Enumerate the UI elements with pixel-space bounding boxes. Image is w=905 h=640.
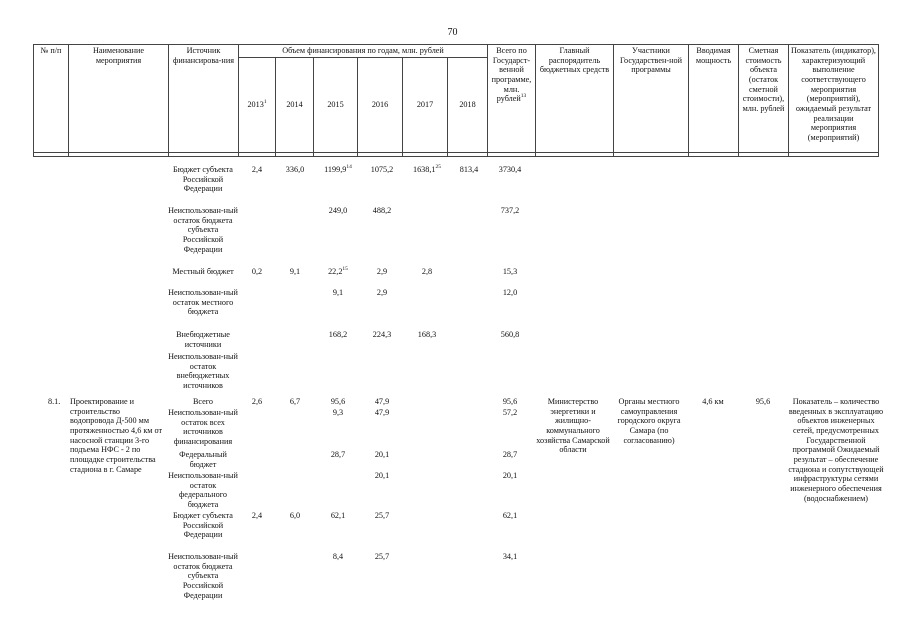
row-source: Бюджет субъекта Российской Федерации [173,511,233,540]
header-funding-group: Объем финансирования по годам, млн. рублей [239,45,488,58]
row-value-v2015: 22,2$^{15}$ [328,266,348,276]
header-num: № п/п [34,45,69,153]
row-value-total: 62,1 [502,511,518,520]
row-value-v2017: 1638,1$^{25}$ [412,164,441,174]
row-value-total: 34,1 [502,552,518,561]
header-indicator: Показатель (индикатор), характеризующий выполнение соответствующего мероприятия (мероприятий), ожидаемый результат реализации мероприятия (мероприятий) [789,45,879,153]
row-value-total: 3730,4 [498,165,522,174]
row-value-v2013: 2,4 [251,511,263,520]
header-participants: Участники Государствен-ной программы [614,45,689,153]
row-value-v2015: 62,1 [330,511,346,520]
row-source: Всего [192,397,214,406]
row-value-total: 57,2 [502,408,518,417]
item-manager: Министерство энергетики и жилищно-коммунального хозяйства Самарской области [536,397,610,455]
header-name: Наименование мероприятия [69,45,169,153]
row-source: Неиспользован-ный остаток местного бюджета [168,288,238,317]
row-source: Неиспользован-ный остаток федерального бюджета [168,471,238,510]
row-value-v2016: 1075,2 [370,165,394,174]
row-value-v2013: 0,2 [251,267,263,276]
header-year: 2018 [448,57,488,152]
row-value-v2016: 20,1 [374,450,390,459]
row-value-v2014: 6,0 [289,511,301,520]
row-value-v2015: 1199,9$^{14}$ [324,164,352,174]
header-cost: Сметная стоимость объекта (остаток сметной стоимости), млн. рублей [739,45,789,153]
item-indicator: Показатель – количество введенных в эксплуатацию объектов инженерных сетей, предусмотренных Государственной программой Ожидаемый результат – обеспечение стадиона и сопутствующей инфраструктуры сетями инженерного обеспечения (водоснабжением) [788,397,884,503]
row-source: Неиспользован-ный остаток внебюджетных источников [168,352,238,391]
row-source: Местный бюджет [172,267,234,276]
row-value-v2016: 47,9 [374,397,390,406]
item-cost: 95,6 [755,397,771,406]
row-value-total: 28,7 [502,450,518,459]
header-source: Источник финансирова-ния [169,45,239,153]
row-source: Неиспользован-ный остаток бюджета субъекта Российской Федерации [168,552,238,600]
header-year: 2017 [403,57,448,152]
row-value-v2014: 9,1 [289,267,301,276]
header-year: 2014 [276,57,314,152]
row-value-total: 12,0 [502,288,518,297]
row-value-v2015: 28,7 [330,450,346,459]
header-year: 2015 [314,57,358,152]
row-value-v2017: 2,8 [421,267,433,276]
row-source: Неиспользован-ный остаток бюджета субъекта Российской Федерации [168,206,238,254]
item-name: Проектирование и строительство водопровода Д-500 мм протяженностью 4,6 км от насосной станции 3-го подъема НФС - 2 по площадке строительства стадиона в г. Самаре [70,397,163,474]
table-header [33,44,879,157]
header-total-text: Всего по Государст-венной программе, млн. рублей [491,46,532,104]
row-value-total: 95,6 [502,397,518,406]
row-value-total: 15,3 [502,267,518,276]
header-year: 2016 [358,57,403,152]
row-value-total: 20,1 [502,471,518,480]
row-value-v2016: 25,7 [374,511,390,520]
header-year: 2013$^1$ [239,57,276,152]
row-value-v2015: 249,0 [328,206,348,215]
header-total [488,45,536,153]
row-value-v2016: 2,9 [376,267,388,276]
row-value-v2014: 6,7 [289,397,301,406]
row-value-v2013: 2,6 [251,397,263,406]
row-value-v2015: 9,1 [332,288,344,297]
row-value-v2016: 20,1 [374,471,390,480]
item-capacity: 4,6 км [702,397,724,406]
row-value-v2015: 95,6 [330,397,346,406]
item-number: 8.1. [48,397,61,406]
header-total-sup: 13 [520,93,527,100]
footnote-marker: 25 [435,164,441,170]
row-source: Неиспользован-ный остаток всех источников финансирования [168,408,238,447]
row-source: Внебюджетные источники [176,330,230,349]
row-value-v2018: 813,4 [459,165,479,174]
row-value-v2016: 488,2 [372,206,392,215]
row-value-v2016: 224,3 [372,330,392,339]
row-source: Бюджет субъекта Российской Федерации [173,165,233,194]
row-value-total: 737,2 [500,206,520,215]
item-participants: Органы местного самоуправления городского округа Самара (по согласованию) [617,397,681,445]
footnote-marker: 14 [346,164,352,170]
header-capacity: Вводимая мощность [689,45,739,153]
row-value-v2013: 2,4 [251,165,263,174]
row-value-v2015: 168,2 [328,330,348,339]
row-value-v2016: 47,9 [374,408,390,417]
footnote-marker: 15 [342,266,348,272]
row-source: Федеральный бюджет [179,450,227,469]
row-value-v2015: 8,4 [332,552,344,561]
row-value-total: 560,8 [500,330,520,339]
row-value-v2015: 9,3 [332,408,344,417]
row-value-v2014: 336,0 [285,165,305,174]
header-manager: Главный распорядитель бюджетных средств [536,45,614,153]
page-number: 70 [447,27,458,38]
row-value-v2016: 2,9 [376,288,388,297]
row-value-v2017: 168,3 [417,330,437,339]
row-value-v2016: 25,7 [374,552,390,561]
